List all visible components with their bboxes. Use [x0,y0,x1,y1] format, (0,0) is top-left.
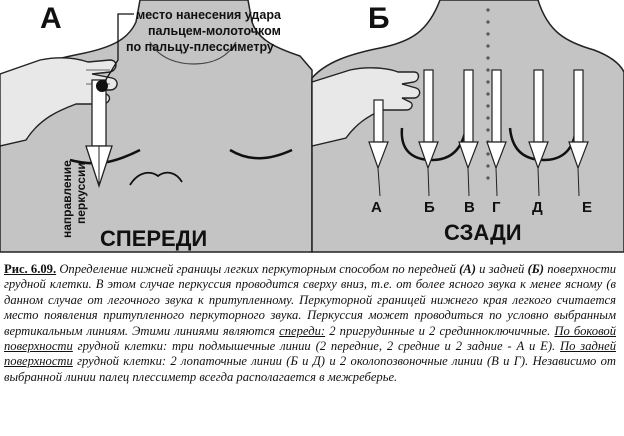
line-label-d: Д [532,199,543,216]
caption-text-1: Определение нижней границы легких перкуторным способом по передней [56,262,460,276]
caption-title: Рис. 6.09. [4,262,57,276]
line-label-b: Б [424,199,435,216]
caption-text-2: и задней [475,262,528,276]
direction-label-1: направление [60,160,74,238]
caption-side-term: По боковой поверхности [4,323,616,354]
caption-text-4: 2 пригрудинные и 2 срединноключичные. [325,323,555,338]
panel-b-label: Б [368,2,390,35]
caption-text-3: поверхности грудной клетки. В этом случае перкуссия проводится сверху вниз, т.е. от более ясного звука к менее ясному (в данном случае от легочного звука к притупленному. Перкуторной границей нижнего края легкого считается место появления притупленного перкуторного звука. Перкуссия может проводиться по условно выбранным вертикальным линиям. Этими линиями являются [4,262,617,338]
figure-caption [4,262,616,385]
callout-line-2: пальцем-молоточком [148,24,281,38]
back-view-label: СЗАДИ [444,220,522,245]
callout-line-3: по пальцу-плессиметру [126,40,274,54]
callout-line-1: место нанесения удара [136,8,281,22]
caption-ref-a: (А) [459,262,476,276]
direction-label-2: перкуссии [74,162,88,224]
caption-ref-b: (Б) [527,262,544,276]
front-view-label: СПЕРЕДИ [100,226,208,251]
line-label-e: Е [582,199,593,216]
spine [486,8,489,179]
caption-front-term: спереди: [279,323,326,338]
panel-a-label: А [40,2,62,35]
caption-text-5: грудной клетки: три подмышечные линии (2 передние, 2 средние и 2 задние - А и Е). [72,339,561,354]
caption-back-term: По задней поверхности [4,339,616,369]
caption-text-6: грудной клетки: 2 лопаточные линии (Б и Д) и 2 околопозвоночные линии (В и Г). Независимо от выбранной линии палец плессиметр всегда располагается в межреберье. [4,354,616,384]
line-label-v: В [464,199,475,216]
line-label-a: А [371,199,382,216]
line-label-g: Г [492,199,501,216]
